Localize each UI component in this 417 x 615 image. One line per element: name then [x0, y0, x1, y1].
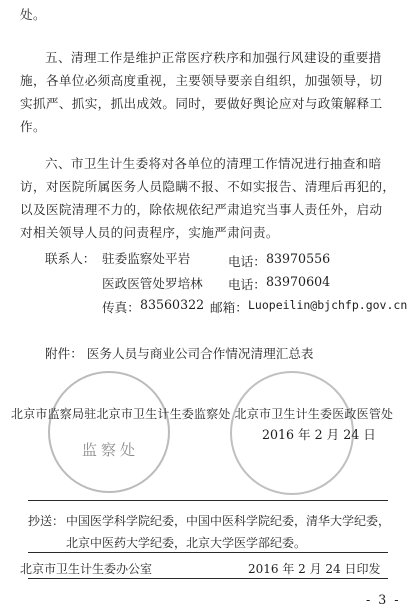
- signature-date: 2016 年 2 月 24 日: [262, 427, 376, 442]
- cc-label: 抄送：: [28, 514, 65, 528]
- paragraph-5-line-2: 施，各单位必须高度重视，主要领导要亲自组织，加强领导，切: [20, 73, 383, 88]
- signature-line: 北京市监察局驻北京市卫生计生委监察处 北京市卫生计生委医政医管处: [11, 407, 394, 421]
- phone-2: 83970604: [266, 274, 331, 289]
- email-address[interactable]: Luopeilin@bjchfp.gov.cn: [248, 298, 408, 312]
- official-seal-1: [48, 371, 170, 493]
- cc-line-1: 中国医学科学院纪委，中国中医科学院纪委，清华大学纪委，: [66, 514, 391, 528]
- print-date: 2016 年 2 月 24 日印发: [248, 562, 381, 576]
- continued-text: 处。: [20, 7, 46, 22]
- fax-number: 83560322: [140, 297, 205, 312]
- divider-bottom: [28, 578, 388, 579]
- attachment-line: 附件： 医务人员与商业公司合作情况清理汇总表: [45, 346, 314, 361]
- email-label: 邮箱：: [210, 300, 248, 315]
- paragraph-6-line-1: 六、市卫生计生委将对各单位的清理工作情况进行抽查和暗: [45, 156, 382, 171]
- phone-1: 83970556: [266, 251, 331, 266]
- cc-line-2: 北京中医药大学纪委，北京大学医学部纪委。: [66, 536, 307, 550]
- paragraph-6-line-3: 以及医院清理不力的，除依规依纪严肃追究当事人责任外，启动: [20, 202, 383, 217]
- divider-middle: [28, 552, 388, 553]
- paragraph-5-line-1: 五、清理工作是维护正常医疗秩序和加强行风建设的重要措: [45, 50, 382, 65]
- page-number: - 3 -: [366, 592, 401, 607]
- paragraph-5-line-3: 实抓严、抓实，抓出成效。同时，要做好舆论应对与政策解释工: [20, 96, 383, 111]
- paragraph-6-line-4: 对相关领导人员的问责程序，实施严肃问责。: [20, 225, 279, 240]
- contact-person-1: 驻委监察处平岩: [102, 251, 191, 266]
- phone-label-1: 电话：: [228, 254, 266, 269]
- fax-label: 传真：: [102, 300, 140, 315]
- phone-label-2: 电话：: [228, 277, 266, 292]
- paragraph-6-line-2: 访，对医院所属医务人员隐瞒不报、不如实报告、清理后再犯的，: [20, 179, 396, 194]
- seal-1-text: 监察处: [82, 441, 140, 459]
- issuing-office: 北京市卫生计生委办公室: [20, 562, 153, 576]
- contacts-label: 联系人：: [45, 251, 96, 266]
- paragraph-5-line-4: 作。: [20, 119, 46, 134]
- contact-person-2: 医政医管处罗培林: [102, 276, 203, 291]
- divider-top: [28, 500, 388, 501]
